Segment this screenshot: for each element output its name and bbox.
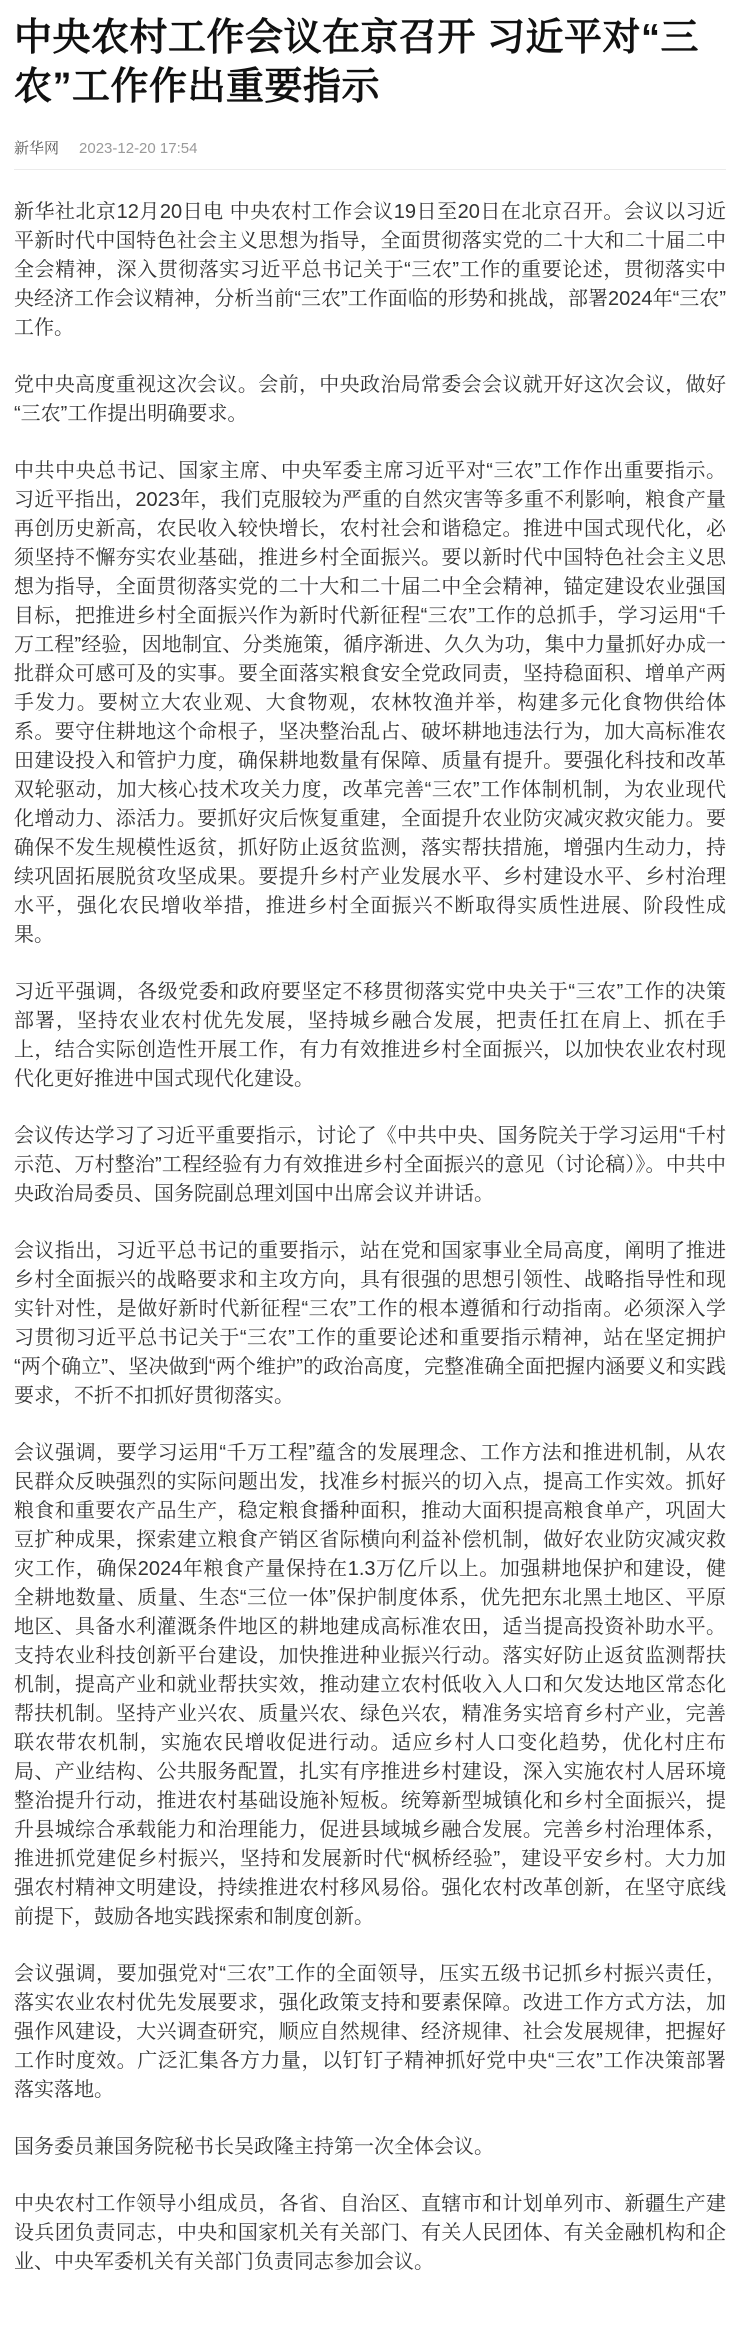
- article-paragraph: 会议传达学习了习近平重要指示，讨论了《中共中央、国务院关于学习运用“千村示范、万村整治”工程经验有力有效推进乡村全面振兴的意见（讨论稿）》。中共中央政治局委员、国务院副总理刘国中出席会议并讲话。: [14, 1125, 726, 1205]
- article-paragraph: 会议强调，要加强党对“三农”工作的全面领导，压实五级书记抓乡村振兴责任，落实农业农村优先发展要求，强化政策支持和要素保障。改进工作方式方法，加强作风建设，大兴调查研究，顺应自然规律、经济规律、社会发展规律，把握好工作时度效。广泛汇集各方力量，以钉钉子精神抓好党中央“三农”工作决策部署落实落地。: [14, 1963, 726, 2101]
- publish-timestamp: 2023-12-20 17:54: [79, 140, 198, 157]
- article-body: [14, 198, 726, 2277]
- article-title: 中央农村工作会议在京召开 习近平对“三农”工作作出重要指示: [14, 17, 700, 108]
- article-paragraph: 中央农村工作领导小组成员，各省、自治区、直辖市和计划单列市、新疆生产建设兵团负责同志，中央和国家机关有关部门、有关人民团体、有关金融机构和企业、中央军委机关有关部门负责同志参加会议。: [14, 2193, 726, 2273]
- article-paragraph: 习近平强调，各级党委和政府要坚定不移贯彻落实党中央关于“三农”工作的决策部署，坚持农业农村优先发展，坚持城乡融合发展，把责任扛在肩上、抓在手上，结合实际创造性开展工作，有力有效推进乡村全面振兴，以加快农业农村现代化更好推进中国式现代化建设。: [14, 981, 726, 1090]
- article-paragraph: 国务委员兼国务院秘书长吴政隆主持第一次全体会议。: [14, 2136, 494, 2158]
- source-name[interactable]: 新华网: [14, 140, 60, 157]
- article-paragraph: 中共中央总书记、国家主席、中央军委主席习近平对“三农”工作作出重要指示。习近平指出，2023年，我们克服较为严重的自然灾害等多重不利影响，粮食产量再创历史新高，农民收入较快增长，农村社会和谐稳定。推进中国式现代化，必须坚持不懈夯实农业基础，推进乡村全面振兴。要以新时代中国特色社会主义思想为指导，全面贯彻落实党的二十大和二十届二中全会精神，锚定建设农业强国目标，把推进乡村全面振兴作为新时代新征程“三农”工作的总抓手，学习运用“千万工程”经验，因地制宜、分类施策，循序渐进、久久为功，集中力量抓好办成一批群众可感可及的实事。要全面落实粮食安全党政同责，坚持稳面积、增单产两手发力。要树立大农业观、大食物观，农林牧渔并举，构建多元化食物供给体系。要守住耕地这个命根子，坚决整治乱占、破坏耕地违法行为，加大高标准农田建设投入和管护力度，确保耕地数量有保障、质量有提升。要强化科技和改革双轮驱动，加大核心技术攻关力度，改革完善“三农”工作体制机制，为农业现代化增动力、添活力。要抓好灾后恢复重建，全面提升农业防灾减灾救灾能力。要确保不发生规模性返贫，抓好防止返贫监测，落实帮扶措施，增强内生动力，持续巩固拓展脱贫攻坚成果。要提升乡村产业发展水平、乡村建设水平、乡村治理水平，强化农民增收举措，推进乡村全面振兴不断取得实质性进展、阶段性成果。: [14, 460, 726, 946]
- article-paragraph: 会议指出，习近平总书记的重要指示，站在党和国家事业全局高度，阐明了推进乡村全面振兴的战略要求和主攻方向，具有很强的思想引领性、战略指导性和现实针对性，是做好新时代新征程“三农”工作的根本遵循和行动指南。必须深入学习贯彻习近平总书记关于“三农”工作的重要论述和重要指示精神，站在坚定拥护“两个确立”、坚决做到“两个维护”的政治高度，完整准确全面把握内涵要义和实践要求，不折不扣抓好贯彻落实。: [14, 1240, 726, 1407]
- article-paragraph: 会议强调，要学习运用“千万工程”蕴含的发展理念、工作方法和推进机制，从农民群众反映强烈的实际问题出发，找准乡村振兴的切入点，提高工作实效。抓好粮食和重要农产品生产，稳定粮食播种面积，推动大面积提高粮食单产，巩固大豆扩种成果，探索建立粮食产销区省际横向利益补偿机制，做好农业防灾减灾救灾工作，确保2024年粮食产量保持在1.3万亿斤以上。加强耕地保护和建设，健全耕地数量、质量、生态“三位一体”保护制度体系，优先把东北黑土地区、平原地区、具备水利灌溉条件地区的耕地建成高标准农田，适当提高投资补助水平。支持农业科技创新平台建设，加快推进种业振兴行动。落实好防止返贫监测帮扶机制，提高产业和就业帮扶实效，推动建立农村低收入人口和欠发达地区常态化帮扶机制。坚持产业兴农、质量兴农、绿色兴农，精准务实培育乡村产业，完善联农带农机制，实施农民增收促进行动。适应乡村人口变化趋势，优化村庄布局、产业结构、公共服务配置，扎实有序推进乡村建设，深入实施农村人居环境整治提升行动，推进农村基础设施补短板。统筹新型城镇化和乡村全面振兴，提升县城综合承载能力和治理能力，促进县域城乡融合发展。完善乡村治理体系，推进抓党建促乡村振兴，坚持和发展新时代“枫桥经验”，建设平安乡村。大力加强农村精神文明建设，持续推进农村移风易俗。强化农村改革创新，在坚守底线前提下，鼓励各地实践探索和制度创新。: [14, 1442, 726, 1928]
- header-divider: [14, 169, 726, 170]
- article-meta: [14, 138, 726, 159]
- article-paragraph: 新华社北京12月20日电 中央农村工作会议19日至20日在北京召开。会议以习近平新时代中国特色社会主义思想为指导，全面贯彻落实党的二十大和二十届二中全会精神，深入贯彻落实习近平总书记关于“三农”工作的重要论述，贯彻落实中央经济工作会议精神，分析当前“三农”工作面临的形势和挑战，部署2024年“三农”工作。: [14, 201, 726, 339]
- article-paragraph: 党中央高度重视这次会议。会前，中央政治局常委会会议就开好这次会议，做好“三农”工作提出明确要求。: [14, 374, 726, 425]
